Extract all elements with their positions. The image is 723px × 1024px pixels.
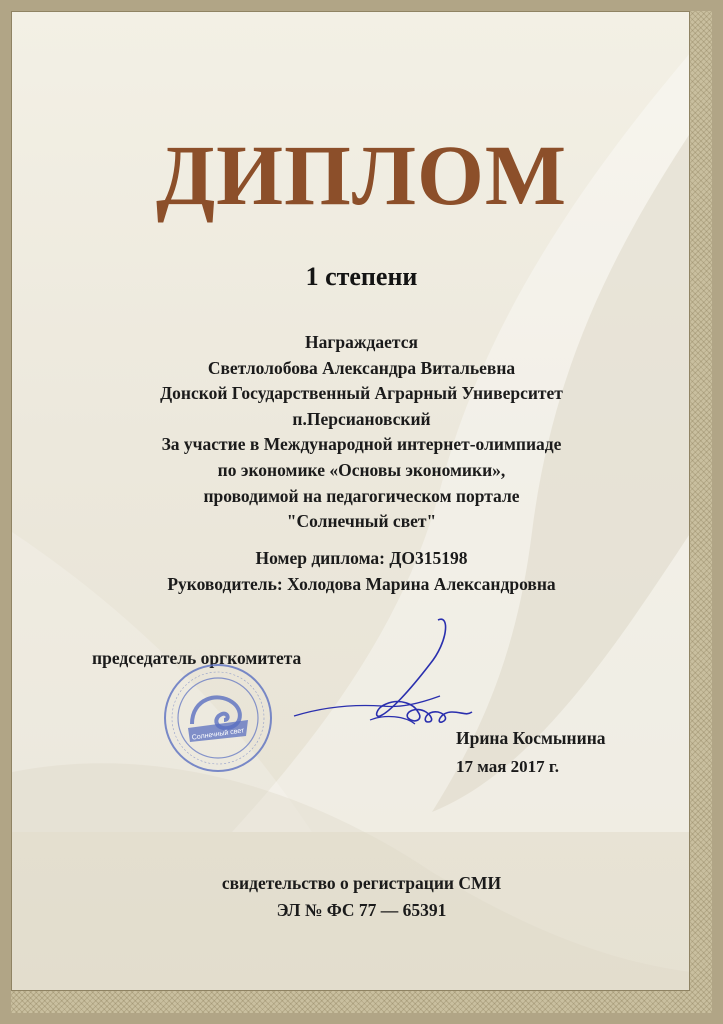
diploma-title: ДИПЛОМ [155,127,568,223]
media-registration [0,870,723,924]
award-text [0,330,723,535]
diploma-meta [0,545,723,597]
award-line: по экономике «Основы экономики», [217,459,506,480]
award-line: Награждается [305,332,418,352]
recipient-institution: Донской Государственный Аграрный Университет [160,383,563,404]
portal-name: "Солнечный свет" [286,511,437,532]
diploma-degree: 1 степени [305,262,418,291]
stamp-text: Солнечный свет [191,727,245,742]
issue-date: 17 мая 2017 г. [456,757,559,776]
registration-label: свидетельство о регистрации СМИ [221,873,502,893]
supervisor: Руководитель: Холодова Марина Александровна [167,574,556,594]
recipient-name: Светлолобова Александра Витальевна [207,357,516,378]
signature [290,612,480,752]
recipient-location: п.Персиановский [292,408,431,429]
award-line: проводимой на педагогическом портале [203,485,520,506]
chair-label: председатель оргкомитета [92,648,302,668]
award-line: За участие в Международной интернет-олимпиаде [161,434,562,455]
organization-stamp [162,662,274,774]
signer-name: Ирина Космынина [456,728,606,748]
registration-number: ЭЛ № ФС 77 — 65391 [276,900,447,920]
diploma-number: Номер диплома: ДО315198 [255,548,468,568]
